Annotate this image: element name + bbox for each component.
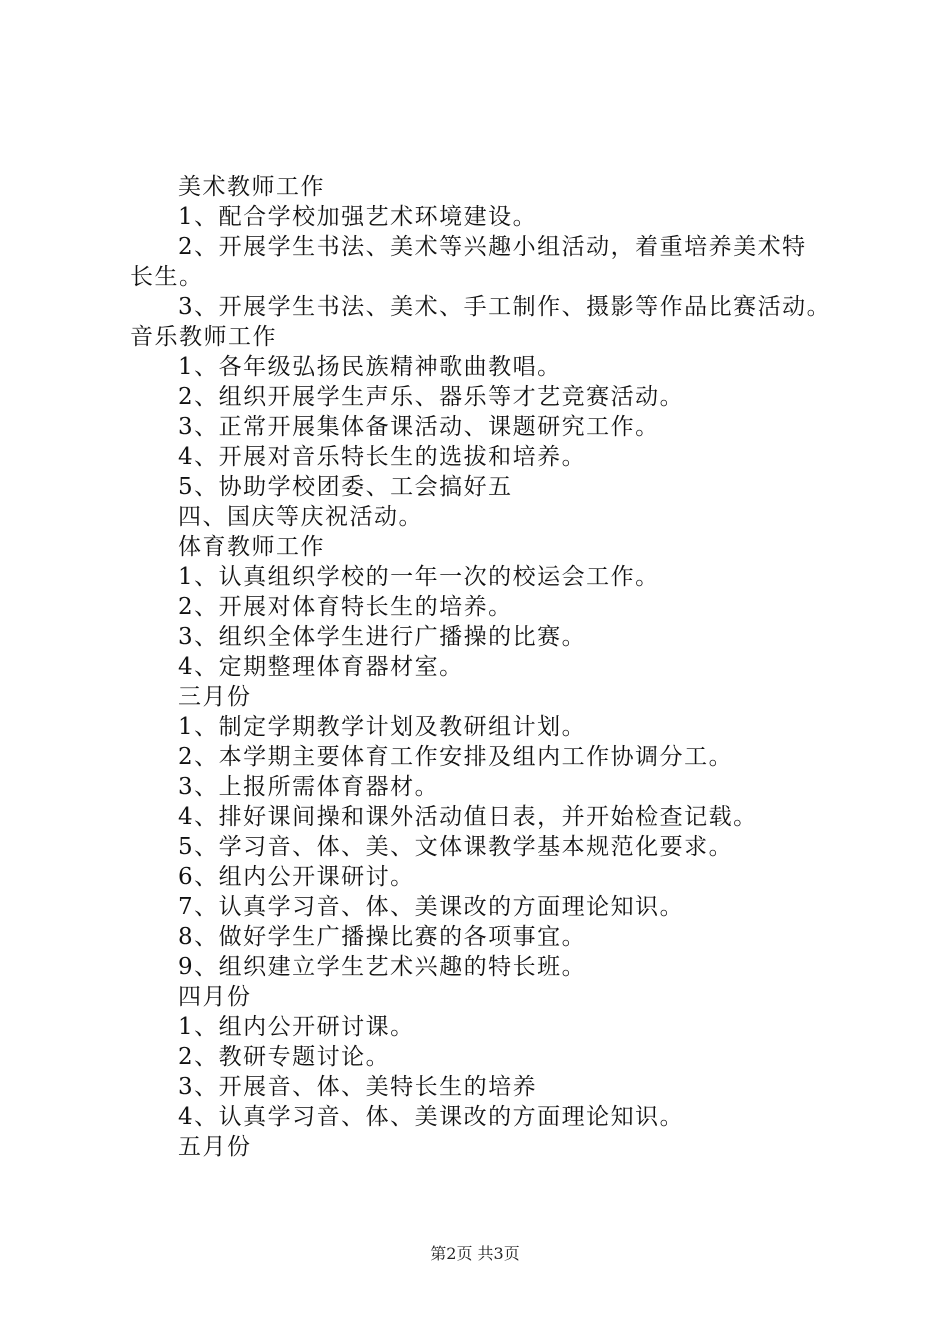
text-line: 3、开展音、体、美特长生的培养 xyxy=(178,1074,538,1100)
section-heading-april: 四月份 xyxy=(178,984,252,1010)
text-line: 9、组织建立学生艺术兴趣的特长班。 xyxy=(178,954,587,980)
document-body xyxy=(130,172,850,1162)
section-heading-art-teacher: 美术教师工作 xyxy=(178,174,325,200)
section-heading-march: 三月份 xyxy=(178,684,252,710)
text-line: 2、教研专题讨论。 xyxy=(178,1044,391,1070)
text-line-continuation: 长生。 xyxy=(130,264,204,290)
text-line: 4、定期整理体育器材室。 xyxy=(178,654,464,680)
section-heading-may: 五月份 xyxy=(178,1134,252,1160)
text-line: 3、开展学生书法、美术、手工制作、摄影等作品比赛活动。 xyxy=(178,294,832,320)
text-line: 1、制定学期教学计划及教研组计划。 xyxy=(178,714,587,740)
text-line: 1、认真组织学校的一年一次的校运会工作。 xyxy=(178,564,660,590)
text-line: 1、配合学校加强艺术环境建设。 xyxy=(178,204,538,230)
text-line: 1、组内公开研讨课。 xyxy=(178,1014,415,1040)
text-line: 3、组织全体学生进行广播操的比赛。 xyxy=(178,624,587,650)
text-line: 3、正常开展集体备课活动、课题研究工作。 xyxy=(178,414,660,440)
text-line: 2、组织开展学生声乐、器乐等才艺竞赛活动。 xyxy=(178,384,685,410)
text-line: 2、本学期主要体育工作安排及组内工作协调分工。 xyxy=(178,744,734,770)
page-footer-label: 第2页 共3页 xyxy=(430,1244,520,1263)
text-line: 3、上报所需体育器材。 xyxy=(178,774,440,800)
text-line: 7、认真学习音、体、美课改的方面理论知识。 xyxy=(178,894,685,920)
section-heading-music-teacher: 音乐教师工作 xyxy=(130,324,277,350)
text-line: 8、做好学生广播操比赛的各项事宜。 xyxy=(178,924,587,950)
text-line: 4、认真学习音、体、美课改的方面理论知识。 xyxy=(178,1104,685,1130)
text-line: 1、各年级弘扬民族精神歌曲教唱。 xyxy=(178,354,562,380)
text-line: 4、排好课间操和课外活动值日表，并开始检查记载。 xyxy=(178,804,758,830)
text-line: 5、学习音、体、美、文体课教学基本规范化要求。 xyxy=(178,834,734,860)
section-heading-pe-teacher: 体育教师工作 xyxy=(178,534,325,560)
text-line: 5、协助学校团委、工会搞好五 xyxy=(178,474,513,500)
text-line: 2、开展学生书法、美术等兴趣小组活动，着重培养美术特 xyxy=(178,234,807,260)
text-line: 四、国庆等庆祝活动。 xyxy=(178,504,423,530)
text-line: 6、组内公开课研讨。 xyxy=(178,864,415,890)
text-line: 2、开展对体育特长生的培养。 xyxy=(178,594,513,620)
text-line: 4、开展对音乐特长生的选拔和培养。 xyxy=(178,444,587,470)
